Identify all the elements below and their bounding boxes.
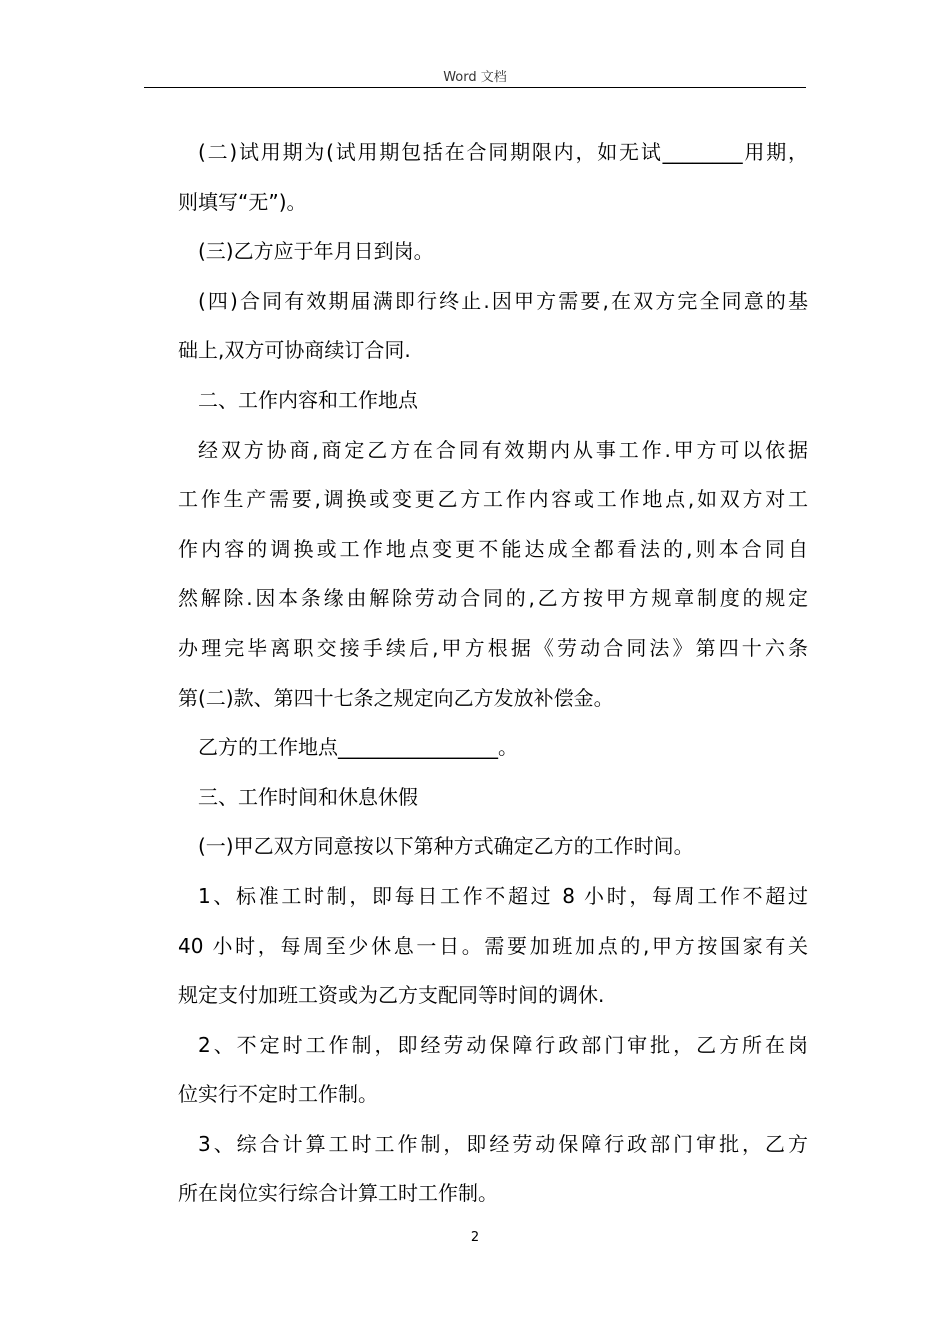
paragraph-line: 然解除.因本条缘由解除劳动合同的,乙方按甲方规章制度的规定 [178,586,808,611]
paragraph-line: 第(二)款、第四十七条之规定向乙方发放补偿金。 [178,685,614,710]
document-body [178,128,808,1219]
paragraph-line: 乙方的工作地点________________。 [198,735,518,760]
section-heading: 二、工作内容和工作地点 [198,387,418,412]
paragraph-line: 3、综合计算工时工作制，即经劳动保障行政部门审批，乙方 [198,1131,808,1156]
paragraph-line: 础上,双方可协商续订合同. [178,338,411,363]
paragraph-line: 2、不定时工作制，即经劳动保障行政部门审批，乙方所在岗 [198,1032,808,1057]
paragraph-line: 所在岗位实行综合计算工时工作制。 [178,1181,498,1206]
paragraph-line: 作内容的调换或工作地点变更不能达成全都看法的,则本合同自 [178,536,808,561]
paragraph-line: (一)甲乙双方同意按以下第种方式确定乙方的工作时间。 [198,834,694,859]
paragraph-line: (三)乙方应于年月日到岗。 [198,239,434,264]
paragraph-line: (四)合同有效期届满即行终止.因甲方需要,在双方完全同意的基 [198,288,808,313]
paragraph-line: 位实行不定时工作制。 [178,1082,378,1107]
paragraph-line: 则填写“无”)。 [178,189,307,214]
paragraph-line: 办理完毕离职交接手续后,甲方根据《劳动合同法》第四十六条 [178,635,808,660]
paragraph-line: 工作生产需要,调换或变更乙方工作内容或工作地点,如双方对工 [178,487,808,512]
paragraph-line: 规定支付加班工资或为乙方支配同等时间的调休. [178,983,605,1008]
section-heading: 三、工作时间和休息休假 [198,784,418,809]
header-divider [144,87,806,88]
page-number: 2 [470,1230,480,1245]
page-header: Word 文档 [443,70,507,85]
paragraph-line: 1、标准工时制，即每日工作不超过 8 小时，每周工作不超过 [198,883,808,908]
paragraph-line: 经双方协商,商定乙方在合同有效期内从事工作.甲方可以依据 [198,437,808,462]
paragraph-line: (二)试用期为(试用期包括在合同期限内，如无试________用期， [198,140,808,164]
paragraph-line: 40 小时，每周至少休息一日。需要加班加点的,甲方按国家有关 [178,933,808,958]
